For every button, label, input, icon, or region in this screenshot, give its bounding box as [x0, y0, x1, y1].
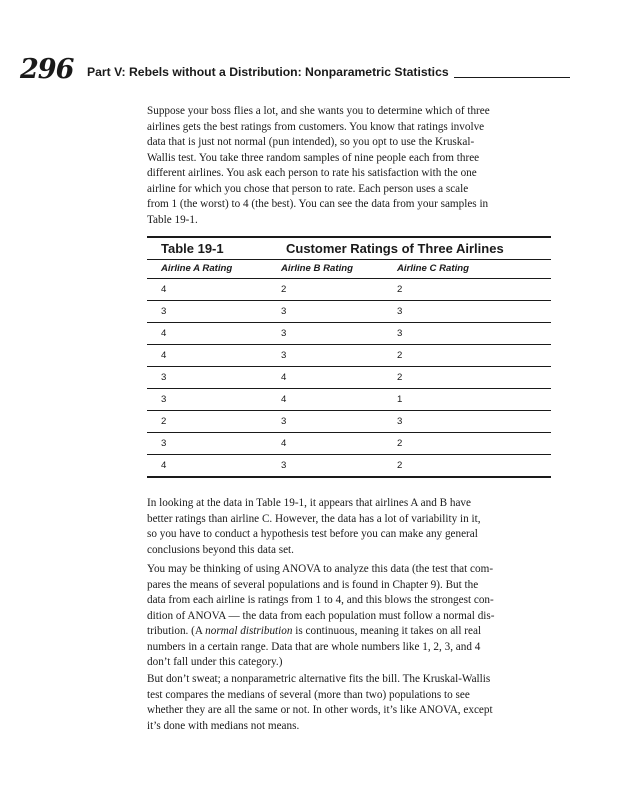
cell: 3	[397, 416, 403, 427]
text-segment: is continuous, meaning it takes on all real	[292, 625, 482, 637]
cell: 2	[397, 460, 403, 471]
text-line: data from each airline is ratings from 1 to 4, and this blows the strongest con-	[147, 594, 494, 606]
text-line: from 1 (the worst) to 4 (the best). You can see the data from your samples in	[147, 198, 489, 210]
cell: 2	[281, 284, 287, 295]
cell: 4	[161, 460, 167, 471]
table-heading	[147, 238, 551, 259]
table-row	[147, 366, 551, 388]
table-row	[147, 454, 551, 478]
running-header	[20, 54, 560, 86]
cell: 3	[161, 372, 167, 383]
text-segment: tribution. (A	[147, 625, 206, 637]
text-line: Suppose your boss flies a lot, and she wants you to determine which of three	[147, 105, 490, 117]
cell: 4	[281, 438, 287, 449]
intro-paragraph	[147, 104, 549, 228]
text-line: conclusions beyond this data set.	[147, 543, 294, 556]
cell: 4	[281, 394, 287, 405]
paragraph-2	[147, 496, 549, 558]
table-row	[147, 410, 551, 432]
text-line	[147, 624, 549, 640]
table-number: Table 19-1	[161, 241, 224, 256]
cell: 2	[161, 416, 167, 427]
cell: 2	[397, 438, 403, 449]
column-header-airline-a: Airline A Rating	[161, 263, 233, 274]
cell: 3	[161, 394, 167, 405]
cell: 2	[397, 350, 403, 361]
text-line: it’s done with medians not means.	[147, 719, 300, 732]
text-line: But don’t sweat; a nonparametric alternative fits the bill. The Kruskal-Wallis	[147, 673, 491, 685]
table-row	[147, 322, 551, 344]
text-line: different airlines. You ask each person to rate his satisfaction with the one	[147, 167, 477, 179]
cell: 3	[281, 460, 287, 471]
column-headers	[147, 260, 551, 278]
text-line: whether they are all the same or not. In other words, it’s like ANOVA, except	[147, 704, 493, 716]
text-line: better ratings than airline C. However, the data has a lot of variability in it,	[147, 512, 481, 525]
text-line: airlines gets the best ratings from customers. You know that ratings involve	[147, 120, 485, 133]
emphasized-term: normal distribution	[205, 625, 293, 637]
cell: 3	[161, 306, 167, 317]
cell: 3	[281, 328, 287, 339]
table-caption: Customer Ratings of Three Airlines	[286, 241, 504, 256]
cell: 3	[281, 306, 287, 317]
table-row	[147, 388, 551, 410]
cell: 4	[161, 350, 167, 361]
header-rule	[454, 77, 570, 78]
column-header-airline-b: Airline B Rating	[281, 263, 353, 274]
text-line: Table 19-1.	[147, 213, 198, 226]
column-header-airline-c: Airline C Rating	[397, 263, 469, 274]
table-row	[147, 300, 551, 322]
text-line: pares the means of several populations and is found in Chapter 9). But the	[147, 578, 479, 591]
text-line: data that is just not normal (pun intended), so you opt to use the Kruskal-	[147, 136, 475, 148]
cell: 2	[397, 372, 403, 383]
text-line: airline for which you chose that person to rate. Each person uses a scale	[147, 182, 469, 195]
cell: 3	[397, 328, 403, 339]
table-row	[147, 344, 551, 366]
cell: 2	[397, 284, 403, 295]
cell: 4	[161, 328, 167, 339]
cell: 4	[161, 284, 167, 295]
text-line: don’t fall under this category.)	[147, 656, 283, 668]
text-line: test compares the medians of several (more than two) populations to see	[147, 688, 470, 701]
page-number: 296	[20, 54, 74, 85]
text-line: In looking at the data in Table 19-1, it appears that airlines A and B have	[147, 497, 471, 509]
cell: 4	[281, 372, 287, 383]
ratings-table	[147, 236, 551, 478]
cell: 1	[397, 394, 403, 405]
cell: 3	[281, 350, 287, 361]
paragraph-4	[147, 672, 549, 734]
table-row	[147, 432, 551, 454]
cell: 3	[161, 438, 167, 449]
table-row	[147, 278, 551, 300]
text-line: Wallis test. You take three random samples of nine people each from three	[147, 151, 480, 164]
part-title: Part V: Rebels without a Distribution: Nonparametric Statistics	[87, 65, 449, 79]
text-line: dition of ANOVA — the data from each population must follow a normal dis-	[147, 609, 495, 622]
text-line: numbers in a certain range. Data that are whole numbers like 1, 2, 3, and 4	[147, 640, 481, 653]
paragraph-3	[147, 562, 549, 671]
cell: 3	[281, 416, 287, 427]
text-line: so you have to conduct a hypothesis test before you can make any general	[147, 528, 478, 540]
cell: 3	[397, 306, 403, 317]
text-line: You may be thinking of using ANOVA to analyze this data (the test that com-	[147, 563, 494, 575]
